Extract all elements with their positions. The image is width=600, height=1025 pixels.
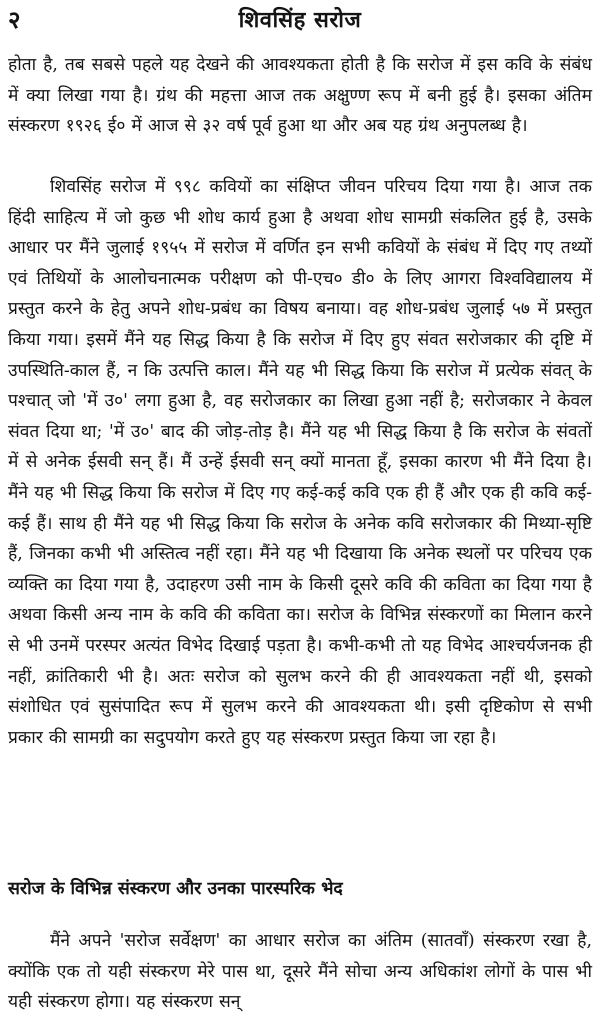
page-header (8, 4, 592, 38)
paragraph-2 (8, 172, 592, 753)
paragraph-1 (8, 50, 592, 142)
running-title: शिवसिंह सरोज (238, 7, 362, 33)
paragraph-text: शिवसिंह सरोज में ९९८ कवियों का संक्षिप्त जीवन परिचय दिया गया है। आज तक हिंदी साहित्य में जो कुछ भी शोध कार्य हुआ है अथवा शोध सामग्री संकलित हुई है, उसके आधार पर मैंने जुलाई १९५५ में सरोज में वर्णित इन सभी कवियों के संबंध में दिए गए तथ्यों एवं तिथियों के आलोचनात्मक परीक्षण को पी-एच० डी० के लिए आगरा विश्वविद्यालय में प्रस्तुत करने के हेतु अपने शोध-प्रबंध का विषय बनाया। वह शोध-प्रबंध जुलाई ५७ में प्रस्तुत किया गया। इसमें मैंने यह सिद्ध किया है कि सरोज में दिए हुए संवत सरोजकार की दृष्टि में उपस्थिति-काल हैं, न कि उत्पत्ति काल। मैंने यह भी सिद्ध किया कि सरोज में प्रत्येक संवत् के पश्चात् जो 'में उ०' लगा हुआ है, वह सरोजकार का लिखा हुआ नहीं है; सरोजकार ने केवल संवत दिया था; 'में उ०' बाद की जोड़-तोड़ है। मैंने यह भी सिद्ध किया है कि सरोज के संवतों में से अनेक ईसवी सन् हैं। मैं उन्हें ईसवी सन् क्यों मानता हूँ, इसका कारण भी मैंने दिया है। मैंने यह भी सिद्ध किया कि सरोज में दिए गए कई-कई कवि एक ही हैं और एक ही कवि कई-कई हैं। साथ ही मैंने यह भी सिद्ध किया कि सरोज के अनेक कवि सरोजकार की मिथ्या-सृष्टि हैं, जिनका कभी भी अस्तित्व नहीं रहा। मैंने यह भी दिखाया कि अनेक स्थलों पर परिचय एक व्यक्ति का दिया गया है, उदाहरण उसी नाम के किसी दूसरे कवि की कविता का दिया गया है अथवा किसी अन्य नाम के कवि की कविता का। सरोज के विभिन्न संस्करणों का मिलान करने से भी उनमें परस्पर अत्यंत विभेद दिखाई पड़ता है। कभी-कभी तो यह विभेद आश्चर्यजनक ही नहीं, क्रांतिकारी भी है। अतः सरोज को सुलभ करने की ही आवश्यकता नहीं थी, इसको संशोधित एवं सुसंपादित रूप में सुलभ करने की आवश्यकता थी। इसी दृष्टिकोण से सभी प्रकार की सामग्री का सदुपयोग करते हुए यह संस्करण प्रस्तुत किया जा रहा है। (8, 177, 592, 748)
paragraph-3 (8, 926, 592, 1018)
paragraph-text: मैंने अपने 'सरोज सर्वेक्षण' का आधार सरोज का अंतिम (सातवाँ) संस्करण रखा है, क्योंकि एक तो यही संस्करण मेरे पास था, दूसरे मैंने सोचा अन्य अधिकांश लोगों के पास भी यही संस्करण होगा। यह संस्करण सन् (8, 931, 592, 1013)
section-heading: सरोज के विभिन्न संस्करण और उनका पारस्परिक भेद (8, 878, 343, 899)
paragraph-text: होता है, तब सबसे पहले यह देखने की आवश्यकता होती है कि सरोज में इस कवि के संबंध में क्या लिखा गया है। ग्रंथ की महत्ता आज तक अक्षुण्ण रूप में बनी हुई है। इसका अंतिम संस्करण १९२६ ई० में आज से ३२ वर्ष पूर्व हुआ था और अब यह ग्रंथ अनुपलब्ध है। (8, 55, 592, 137)
page-number: २ (8, 5, 21, 34)
